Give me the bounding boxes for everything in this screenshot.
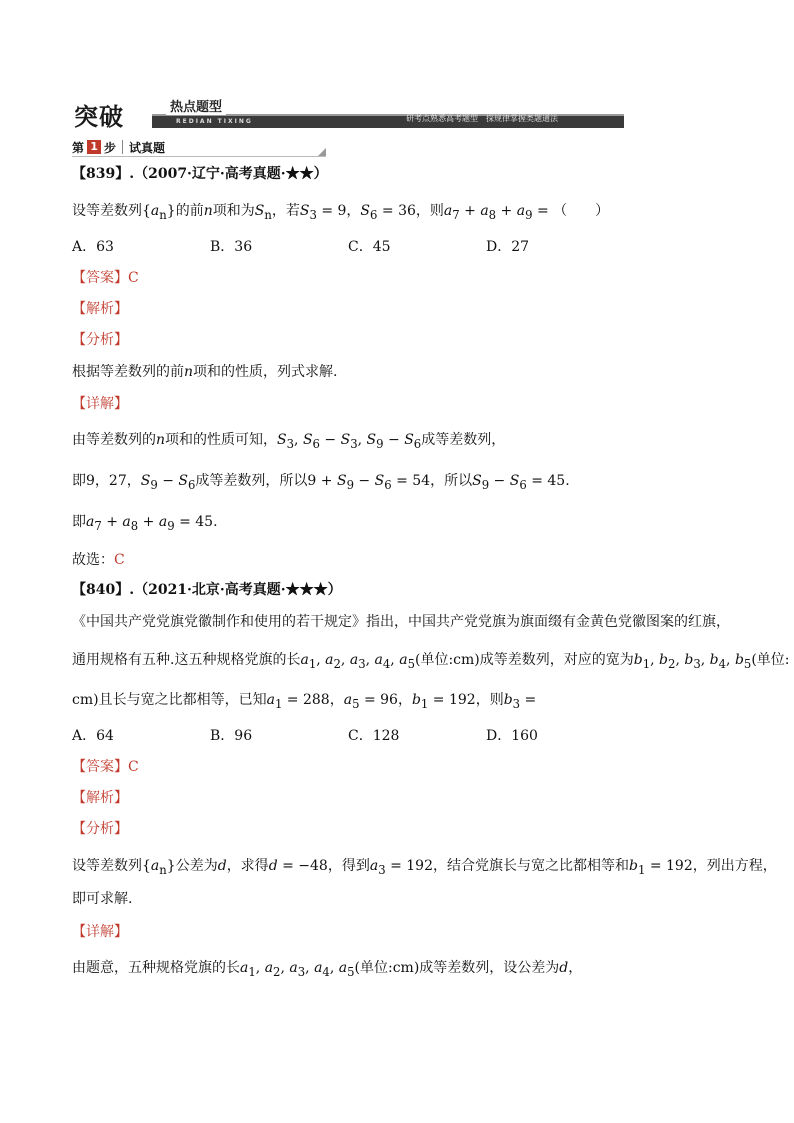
q840-stem-line1: 《中国共产党党旗党徽制作和使用的若干规定》指出，中国共产党党旗为旗面缀有金黄色党徽图案的红旗， bbox=[72, 614, 730, 630]
q840-option-b: B．96 bbox=[210, 728, 253, 744]
q840-jiexi-tag: 【解析】 bbox=[72, 790, 128, 806]
q839-options bbox=[72, 237, 624, 257]
section-banner bbox=[72, 100, 624, 131]
banner-slogan: 研考点熟悉高考题型 探规律掌握类题通法 bbox=[406, 114, 558, 123]
step-heading bbox=[72, 138, 326, 157]
step-divider bbox=[122, 140, 123, 154]
q839-detail-line2: 即9，27，$S_9 - S_6$成等差数列，所以$9 + S_9 - S_6 = 54$，所以$S_9 - S_6 = 45$. bbox=[72, 473, 570, 492]
q839-option-a: A．63 bbox=[72, 239, 114, 255]
q840-option-a: A．64 bbox=[72, 728, 114, 744]
q840-options bbox=[72, 726, 624, 746]
q840-fenxi-tag: 【分析】 bbox=[72, 821, 128, 837]
q839-fenxi-text: 根据等差数列的前n项和的性质，列式求解. bbox=[72, 364, 338, 380]
q839-option-b: B．36 bbox=[210, 239, 253, 255]
q839-fenxi-tag: 【分析】 bbox=[72, 332, 128, 348]
q840-stem-line3: cm)且长与宽之比都相等，已知$a_1 = 288$，$a_5 = 96$，$b_1 = 192$，则$b_3$ = bbox=[72, 692, 537, 711]
q839-option-d: D．27 bbox=[486, 239, 530, 255]
banner-tag: 热点题型 bbox=[166, 100, 226, 115]
step-label: 试真题 bbox=[129, 140, 166, 155]
q840-stem-line2: 通用规格有五种.这五种规格党旗的长$a_1$, $a_2$, $a_3$, $a_4$, $a_5$(单位:cm)成等差数列，对应的宽为$b_1$, $b_2$, $b_3$, $b_4$, $b_5$(单位: bbox=[72, 652, 790, 671]
step-number: 1 bbox=[87, 140, 101, 154]
q839-xiangjie-tag: 【详解】 bbox=[72, 396, 128, 412]
q840-answer: 【答案】C bbox=[72, 759, 139, 775]
step-prefix: 第 bbox=[72, 140, 85, 155]
q840-fenxi-line1: 设等差数列$\{a_n\}$公差为d，求得d = −48，得到$a_3 = 192$，结合党旗长与宽之比都相等和$b_1 = 192$，列出方程， bbox=[72, 858, 777, 877]
banner-title: 突破 bbox=[74, 103, 124, 131]
step-suffix: 步 bbox=[104, 140, 117, 155]
step-corner-triangle bbox=[318, 148, 326, 156]
q839-detail-line3: 即$a_7 + a_8 + a_9 = 45$. bbox=[72, 514, 218, 533]
q840-option-c: C．128 bbox=[348, 728, 400, 744]
q839-detail-line1: 由等差数列的n项和的性质可知，$S_3$, $S_6 - S_3$, $S_9 - S_6$成等差数列， bbox=[72, 432, 506, 451]
q839-stem: 设等差数列$\{a_n\}$的前n项和为$S_n$，若$S_3 = 9$，$S_6 = 36$，则$a_7 + a_8 + a_9$ = （ ） bbox=[72, 203, 610, 222]
q839-jiexi-tag: 【解析】 bbox=[72, 301, 128, 317]
q839-answer: 【答案】C bbox=[72, 270, 139, 286]
q840-option-d: D．160 bbox=[486, 728, 538, 744]
q839-option-c: C．45 bbox=[348, 239, 391, 255]
q839-header: 【839】.（2007·辽宁·高考真题·★★） bbox=[72, 166, 328, 182]
q840-fenxi-line2: 即可求解. bbox=[72, 891, 133, 907]
q839-choice: 故选：C bbox=[72, 552, 125, 568]
q840-detail-line1: 由题意，五种规格党旗的长$a_1$, $a_2$, $a_3$, $a_4$, $a_5$(单位:cm)成等差数列，设公差为d， bbox=[72, 960, 583, 979]
q840-xiangjie-tag: 【详解】 bbox=[72, 924, 128, 940]
q840-header: 【840】.（2021·北京·高考真题·★★★） bbox=[72, 582, 342, 598]
banner-subtitle: REDIAN TIXING bbox=[176, 118, 253, 125]
